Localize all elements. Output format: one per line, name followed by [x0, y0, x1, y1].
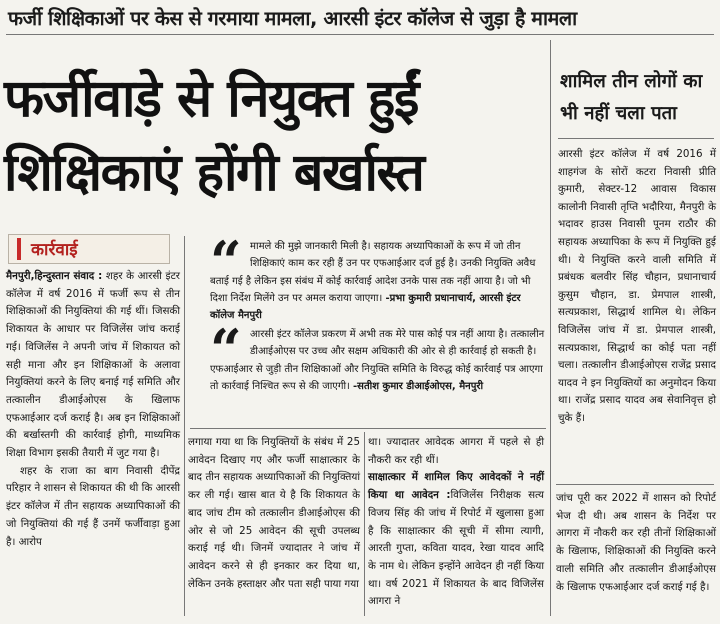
- quote-2-attribution: -सतीश कुमार डीआईओएस, मैनपुरी: [353, 380, 484, 392]
- quote-bottom-rule: [190, 428, 546, 429]
- main-headline: [4, 62, 544, 210]
- column-3: [368, 434, 544, 611]
- column-4: जांच पूरी कर 2022 में शासन को रिपोर्ट भेज दी थी। अब शासन के निर्देश पर आगरा में नौकरी कर रही तीनों शिक्षिकाओं के खिलाफ, शिक्षिकाओं की नियुक्ति करने वाली समिति और तत्कालीन डीआईओएस के खिलाफ एफआईआर दर्ज कराई गई है।: [556, 492, 716, 593]
- column-divider-2: [364, 432, 365, 616]
- column-1-paragraph-1: शहर के आरसी इंटर कॉलेज में वर्ष 2016 में फर्जी रूप से तीन शिक्षिकाओं की नियुक्तियां की गई थीं। जिसकी शिकायत के आधार पर विजिलेंस जांच कराई गई। विजिलेंस ने अपनी जांच में शिकायत को सही माना और इन शिक्षिकाओं के अलावा नियुक्तियां करने के लिए बनाई गई समिति और तत्कालीन डीआईओएस के खिलाफ एफआईआर दर्ज कराई है। अब इन शिक्षिकाओं की बर्खास्तगी की कार्रवाई होगी, माध्यमिक शिक्षा विभाग इसकी तैयारी में जुट गया है।: [6, 270, 180, 460]
- column-3-text-2: विजिलेंस निरीक्षक सत्य विजय सिंह की जांच में रिपोर्ट में खुलासा हुआ है कि साक्षात्कार की सूची में सीमा त्यागी, आरती गुप्ता, कविता यादव, रेखा यादव आदि के नाम थे। लेकिन इन्होंने आवेदन ही नहीं किया था। वर्ष 2021 में शिकायत के बाद विजिलेंस आगरा ने: [368, 489, 544, 608]
- sidebar-body: आरसी इंटर कॉलेज में वर्ष 2016 में शाहगंज के सोरों कटरा निवासी प्रीति कुमारी, सेक्टर-12 आवास विकास कालोनी निवासी तृप्ति भदौरिया, मैनपुरी के भदावर हाउस निवासी पूनम राठौर की सहायक अध्यापिका के रूप में नियुक्ति हुई थी। ये नियुक्ति करने वाली समिति में प्रबंधक बलवीर सिंह चौहान, प्रधानाचार्य कुसुम चौहान, डा. प्रेमपाल शास्त्री, सत्यप्रकाश, सिद्धार्थ शामिल थे। लेकिन विजिलेंस जांच में डा. प्रेमपाल शास्त्री, सत्यप्रकाश, सिद्धार्थ का कोई पता नहीं चला। तत्कालीन डीआईओएस राजेंद्र प्रसाद यादव ने इन नियुक्तियों का अनुमोदन किया था। राजेंद्र प्रसाद यादव अब सेवानिवृत्त हो चुके हैं।: [558, 148, 716, 424]
- section-label: [8, 234, 170, 264]
- sidebar-divider: [550, 40, 551, 616]
- quote-mark-icon: [210, 326, 248, 360]
- headline-line-2: शिक्षिकाएं होंगी बर्खास्त: [4, 143, 424, 203]
- column-1: [6, 268, 180, 551]
- top-divider: [6, 34, 714, 35]
- section-label-text: कार्रवाई: [31, 240, 78, 260]
- kicker-headline: फर्जी शिक्षिकाओं पर केस से गरमाया मामला, आरसी इंटर कॉलेज से जुड़ा है मामला: [8, 7, 577, 30]
- headline-line-1: फर्जीवाड़े से नियुक्त हुईं: [4, 69, 418, 129]
- column-2: लगाया गया था कि नियुक्तियों के संबंध में 25 आवेदन दिखाए गए और फर्जी साक्षात्कार के बाद तीन सहायक अध्यापिकाओं की नियुक्तियां कर ली गई। खास बात ये है कि शिकायत के बाद जांच टीम को तत्कालीन डीआईओएस की ओर से जो 25 आवेदन की सूची उपलब्ध कराई गई थी। जिनमें ज्यादातर ने जांच में आवेदन करने से ही इनकार कर दिया था, लेकिन उनके हस्ताक्षर और पता सही पाया गया: [188, 436, 360, 590]
- sidebar-bottom-rule: [556, 484, 714, 485]
- quote-1-text: मामले की मुझे जानकारी मिली है। सहायक अध्यापिकाओं के रूप में जो तीन शिक्षिकाएं काम कर रही हैं उन पर एफआईआर दर्ज हुई है। उनकी नियुक्ति अवैध बताई गई है लेकिन इस संबंध में कोई कार्रवाई आदेश उनके पास तक नहीं आया है। जो भी दिशा निर्देश मिलेंगे उन पर अमल कराया जाएगा।: [210, 241, 536, 304]
- label-accent-bar: [17, 238, 21, 260]
- column-1-paragraph-2: शहर के राजा का बाग निवासी दीपेंद्र परिहार ने शासन से शिकायत की थी कि आरसी इंटर कॉलेज में तीन सहायक अध्यापिकाओं की जो नियुक्तियां की गई हैं उनमें फर्जीवाड़ा हुआ है। आरोप: [6, 464, 180, 548]
- quote-mark-icon: [210, 238, 248, 272]
- quote-2-text: आरसी इंटर कॉलेज प्रकरण में अभी तक मेरे पास कोई पत्र नहीं आया है। तत्कालीन डीआईओएस पर उच्च और सक्षम अधिकारी की ओर से ही कार्रवाई हो सकती है। एफआईआर से जुड़ी तीन शिक्षिकाओं और नियुक्ति समिति के विरुद्ध कोई कार्रवाई पत्र आएगा तो कार्रवाई निश्चित रूप से की जाएगी।: [210, 329, 545, 392]
- column-3-text-1: था। ज्यादातर आवेदक आगरा में पहले से ही नौकरी कर रही थीं।: [368, 436, 544, 466]
- quote-1-attribution: -प्रभा कुमारी प्रधानाचार्य, आरसी इंटर कॉलेज मैनपुरी: [210, 292, 521, 322]
- quote-1: [210, 238, 546, 324]
- quote-2: [210, 326, 546, 395]
- dateline: मैनपुरी,हिन्दुस्तान संवाद :: [6, 270, 103, 282]
- svg-text:“: “: [210, 326, 242, 360]
- column-divider-1: [184, 236, 185, 616]
- svg-text:“: “: [210, 238, 242, 272]
- sidebar-title-rule: [558, 138, 714, 139]
- column-3-subhead: साक्षात्कार में शामिल किए आवेदकों ने नहीं किया था आवेदन :विजिलेंस निरीक्षक सत्य विजय सिंह की जांच में रिपोर्ट में खुलासा हुआ है कि साक्षात्कार की सूची में सीमा त्यागी, आरती गुप्ता, कविता यादव, रेखा यादव आदि के नाम थे। लेकिन इन्होंने आवेदन ही नहीं किया था। वर्ष 2021 में शिकायत के बाद विजिलेंस आगरा ने: [368, 471, 544, 608]
- sidebar-title: शामिल तीन लोगों का भी नहीं चला पता: [560, 71, 703, 124]
